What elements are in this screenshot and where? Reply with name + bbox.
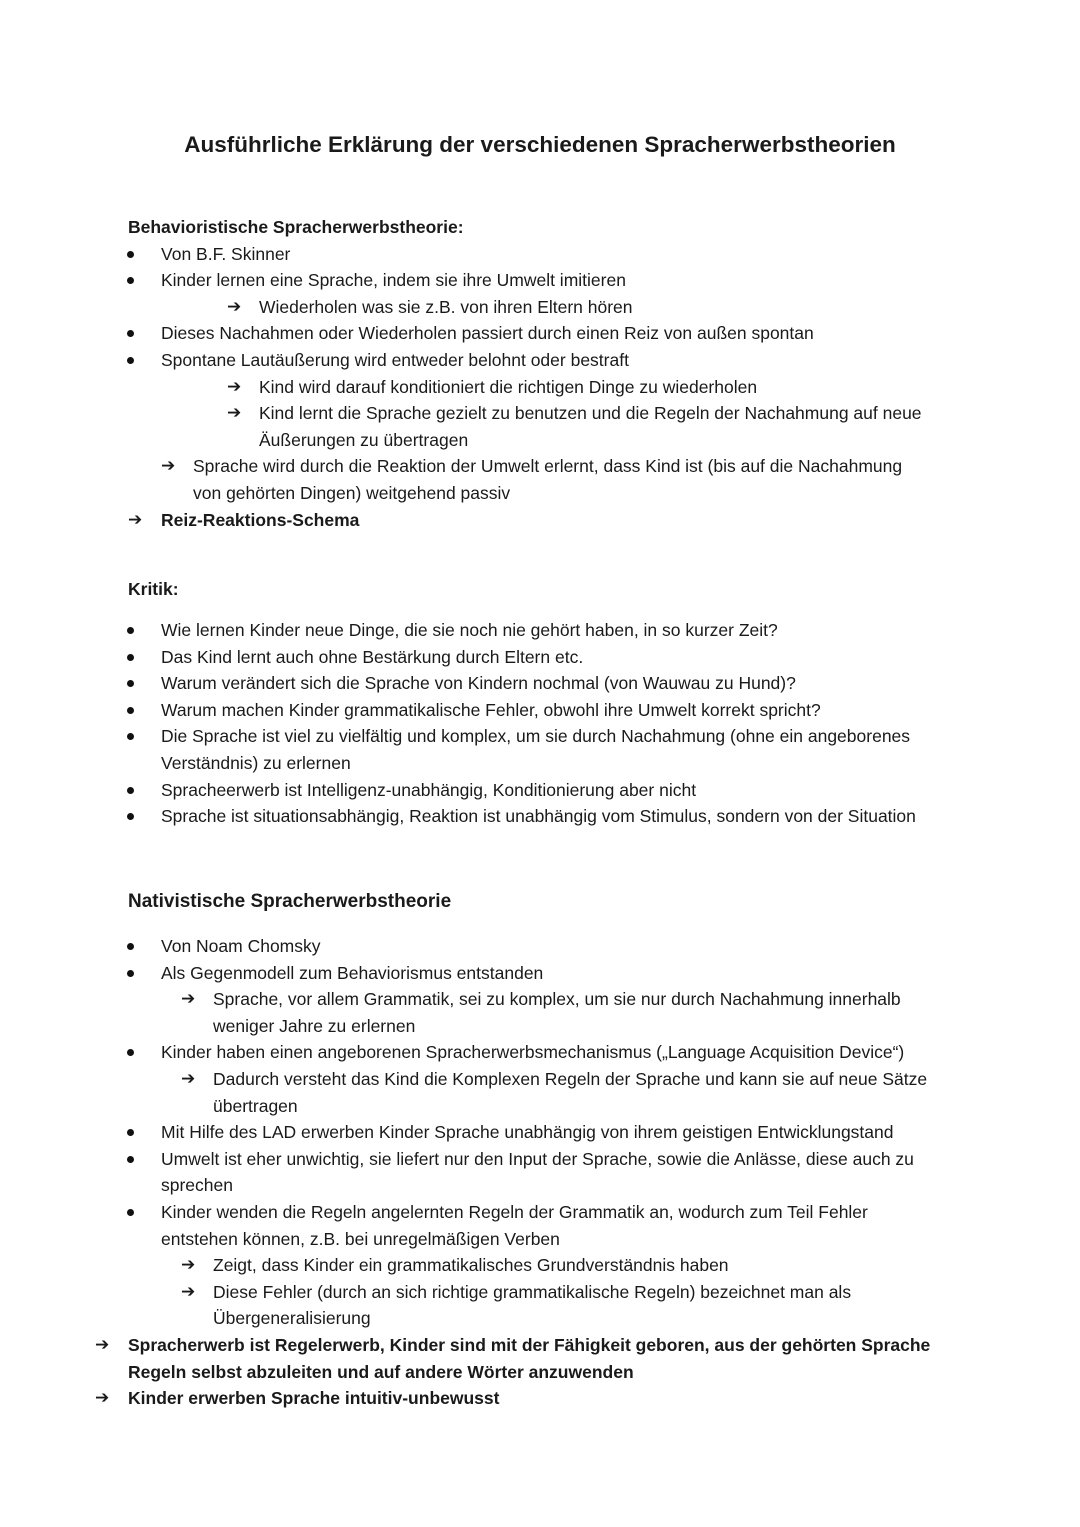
arrow-right-icon: ➔ (227, 296, 242, 316)
list-item: Warum verändert sich die Sprache von Kindern nochmal (von Wauwau zu Hund)? (161, 673, 796, 694)
list-item: Als Gegenmodell zum Behaviorismus entstanden (161, 962, 544, 983)
list-item: Warum machen Kinder grammatikalische Fehler, obwohl ihre Umwelt korrekt spricht? (161, 699, 821, 720)
conclusion-continuation: Regeln selbst abzuleiten und auf andere Wörter anzuwenden (128, 1361, 634, 1382)
list-item-continuation: Übergeneralisierung (213, 1308, 371, 1329)
arrow-right-icon: ➔ (95, 1388, 110, 1408)
conclusion: Kinder erwerben Sprache intuitiv-unbewusst (128, 1388, 500, 1409)
bullet-icon (127, 813, 134, 820)
nativism-section (0, 889, 1080, 916)
list-item-continuation: übertragen (213, 1095, 298, 1116)
bullet-icon (127, 707, 134, 714)
list-item-continuation: Äußerungen zu übertragen (259, 429, 469, 450)
arrow-right-icon: ➔ (181, 1281, 196, 1301)
bullet-icon (127, 251, 134, 258)
page-title: Ausführliche Erklärung der verschiedenen Spracherwerbstheorien (184, 132, 896, 157)
list-item-continuation: weniger Jahre zu erlernen (213, 1015, 416, 1036)
list-item: Umwelt ist eher unwichtig, sie liefert nur den Input der Sprache, sowie die Anlässe, diese auch zu (161, 1148, 914, 1169)
list-item: Kinder lernen eine Sprache, indem sie ihre Umwelt imitieren (161, 270, 626, 291)
list-item: Von B.F. Skinner (161, 243, 291, 264)
bullet-icon (127, 1129, 134, 1136)
bullet-icon (127, 1049, 134, 1056)
bullet-icon (127, 680, 134, 687)
list-item-continuation: entstehen können, z.B. bei unregelmäßigen Verben (161, 1228, 560, 1249)
arrow-right-icon: ➔ (95, 1334, 110, 1354)
arrow-right-icon: ➔ (181, 1255, 196, 1275)
bullet-icon (127, 1156, 134, 1163)
section-heading: Kritik: (128, 579, 179, 599)
arrow-right-icon: ➔ (161, 456, 176, 476)
critique-list (0, 617, 1080, 830)
behaviorism-section (0, 214, 1080, 533)
list-item: Die Sprache ist viel zu vielfältig und komplex, um sie durch Nachahmung (ohne ein angeborenes (161, 726, 911, 747)
bullet-icon (127, 654, 134, 661)
section-heading: Behavioristische Spracherwerbstheorie: (128, 217, 464, 237)
list-item: Dadurch versteht das Kind die Komplexen Regeln der Sprache und kann sie auf neue Sätze (213, 1068, 928, 1089)
list-item: Von Noam Chomsky (161, 936, 321, 956)
bullet-icon (127, 943, 134, 950)
bullet-icon (127, 627, 134, 634)
list-item: Das Kind lernt auch ohne Bestärkung durch Eltern etc. (161, 646, 584, 667)
list-item: Zeigt, dass Kinder ein grammatikalisches Grundverständnis haben (213, 1255, 729, 1276)
list-item: Wiederholen was sie z.B. von ihren Eltern hören (259, 296, 633, 317)
critique-section (0, 576, 1080, 603)
list-item: Kind wird darauf konditioniert die richtigen Dinge zu wiederholen (259, 376, 758, 397)
list-item: Spontane Lautäußerung wird entweder belohnt oder bestraft (161, 349, 629, 370)
bullet-icon (127, 1209, 134, 1216)
bullet-icon (127, 357, 134, 364)
conclusion: Spracherwerb ist Regelerwerb, Kinder sind mit der Fähigkeit geboren, aus der gehörten Sprache (128, 1334, 931, 1355)
list-item-continuation: Verständnis) zu erlernen (161, 752, 351, 773)
arrow-right-icon: ➔ (181, 989, 196, 1009)
bullet-icon (127, 970, 134, 977)
list-item: Sprache ist situationsabhängig, Reaktion ist unabhängig vom Stimulus, sondern von der Situation (161, 806, 916, 827)
list-item: Spracheerwerb ist Intelligenz-unabhängig, Konditionierung aber nicht (161, 779, 697, 800)
list-item: Dieses Nachahmen oder Wiederholen passiert durch einen Reiz von außen spontan (161, 323, 814, 344)
list-item: Diese Fehler (durch an sich richtige grammatikalische Regeln) bezeichnet man als (213, 1281, 852, 1302)
bullet-icon (127, 277, 134, 284)
arrow-right-icon: ➔ (181, 1068, 196, 1088)
list-item: Kinder haben einen angeborenen Spracherwerbsmechanismus („Language Acquisition Device“) (161, 1042, 905, 1063)
nativism-list (0, 933, 1080, 1412)
bullet-icon (127, 330, 134, 337)
bullet-icon (127, 733, 134, 740)
list-item: Kind lernt die Sprache gezielt zu benutzen und die Regeln der Nachahmung auf neue (259, 403, 922, 424)
list-item-continuation: von gehörten Dingen) weitgehend passiv (193, 482, 511, 503)
bullet-icon (127, 787, 134, 794)
list-item-continuation: sprechen (161, 1175, 233, 1196)
section-heading: Nativistische Spracherwerbstheorie (128, 891, 452, 912)
list-item: Wie lernen Kinder neue Dinge, die sie noch nie gehört haben, in so kurzer Zeit? (161, 620, 778, 640)
list-item: Kinder wenden die Regeln angelernten Regeln der Grammatik an, wodurch zum Teil Fehler (161, 1201, 868, 1222)
arrow-right-icon: ➔ (128, 509, 143, 529)
list-item: Sprache, vor allem Grammatik, sei zu komplex, um sie nur durch Nachahmung innerhalb (213, 989, 901, 1010)
list-item: Mit Hilfe des LAD erwerben Kinder Sprache unabhängig von ihrem geistigen Entwicklungstand (161, 1122, 894, 1143)
arrow-right-icon: ➔ (227, 403, 242, 423)
list-item: Sprache wird durch die Reaktion der Umwelt erlernt, dass Kind ist (bis auf die Nachahmung (193, 456, 903, 477)
conclusion: Reiz-Reaktions-Schema (161, 509, 360, 530)
arrow-right-icon: ➔ (227, 376, 242, 396)
